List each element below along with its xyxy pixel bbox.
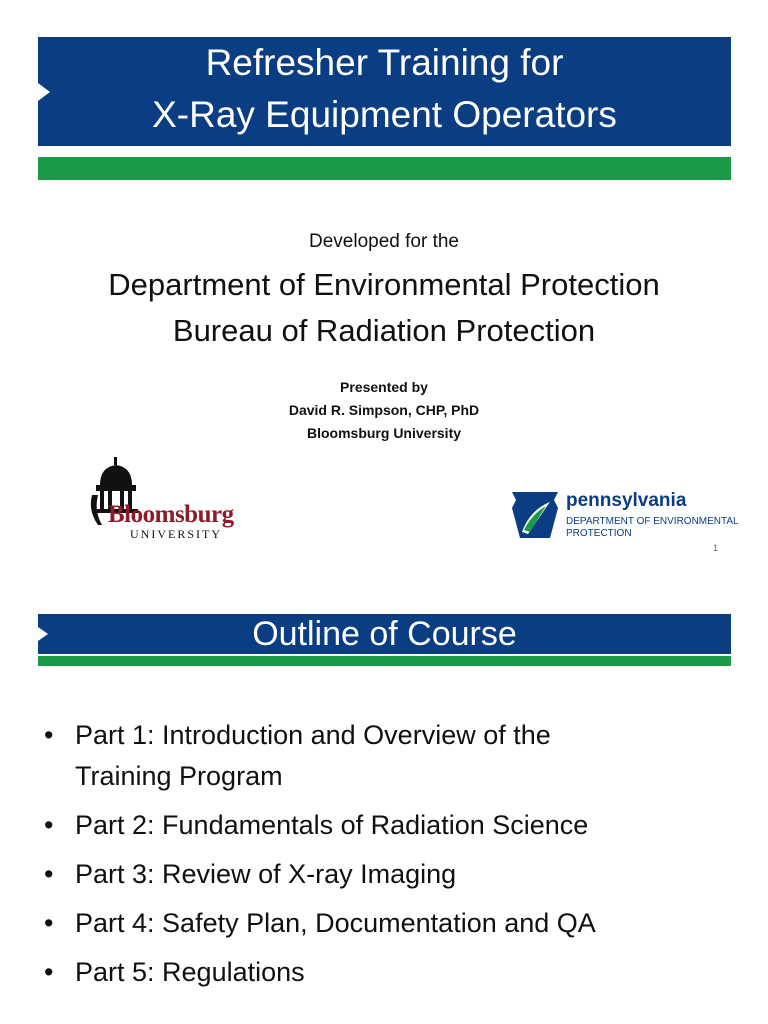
title-line-1: Refresher Training for (205, 42, 564, 83)
slide-2-title-bar (38, 614, 731, 654)
pennsylvania-dep-logo (510, 490, 740, 550)
arrow-notch-icon (38, 627, 48, 641)
list-item-line: Training Program (75, 761, 283, 791)
list-item (44, 854, 744, 895)
presenter-affiliation: Bloomsburg University (306, 425, 462, 441)
arrow-notch-icon (38, 83, 50, 101)
department-block (0, 262, 768, 354)
slide-2-title: Outline of Course (252, 615, 517, 653)
bloomsburg-logo-sub: UNIVERSITY (130, 527, 222, 541)
green-band (38, 656, 731, 666)
presenter-name: David R. Simpson, CHP, PhD (288, 402, 480, 418)
department-line-2: Bureau of Radiation Protection (172, 313, 596, 348)
presenter-block (0, 376, 768, 445)
list-item-line: Part 3: Review of X-ray Imaging (75, 859, 457, 889)
bullet-icon: • (44, 957, 54, 987)
bullet-icon: • (44, 810, 54, 840)
list-item-line: Part 4: Safety Plan, Documentation and QA (75, 908, 596, 938)
bullet-icon: • (44, 859, 54, 889)
list-item (44, 715, 744, 797)
pennsylvania-logo-name: pennsylvania (566, 490, 687, 511)
bloomsburg-logo-word: Bloomsburg (108, 501, 234, 528)
department-line-1: Department of Environmental Protection (108, 267, 660, 302)
slide-1-title-bar (38, 37, 731, 146)
green-band (38, 157, 731, 180)
bloomsburg-university-logo (82, 455, 247, 545)
list-item (44, 952, 744, 993)
list-item-line: Part 2: Fundamentals of Radiation Science (75, 810, 589, 840)
bullet-icon: • (44, 720, 54, 750)
pa-dept-line-2: PROTECTION (566, 528, 632, 539)
slide-2 (0, 585, 768, 1024)
pennsylvania-logo-dept (566, 516, 739, 540)
pa-dept-line-1: DEPARTMENT OF ENVIRONMENTAL (566, 516, 739, 527)
presented-by-label: Presented by (340, 379, 428, 395)
developed-for-text: Developed for the (309, 231, 459, 252)
list-item-line: Part 1: Introduction and Overview of the (75, 720, 551, 750)
bullet-icon: • (44, 908, 54, 938)
list-item-line: Part 5: Regulations (75, 957, 305, 987)
page-number: 1 (713, 543, 719, 553)
list-item (44, 805, 744, 846)
pennsylvania-keystone-icon (510, 490, 560, 540)
title-line-2: X-Ray Equipment Operators (152, 94, 617, 135)
course-outline-list (44, 715, 744, 1001)
list-item (44, 903, 744, 944)
